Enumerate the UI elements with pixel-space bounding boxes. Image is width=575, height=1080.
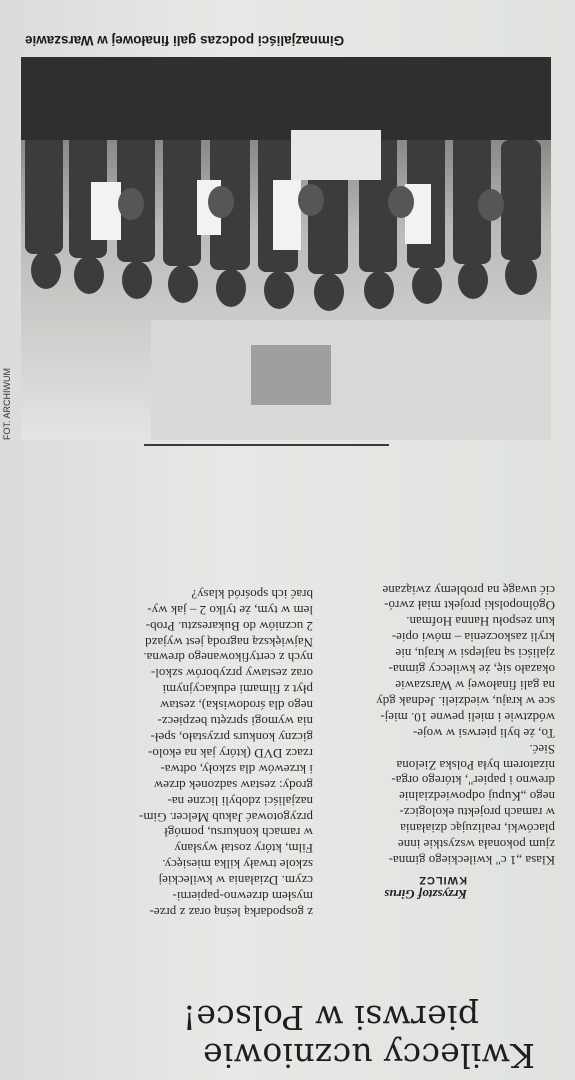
group-photo-image	[21, 57, 551, 440]
headline-line-2: pierwsi w Polsce!	[182, 998, 479, 1037]
group-photo	[21, 57, 551, 440]
headline-line-1: Kwileccy uczniowie	[202, 1036, 535, 1075]
photo-caption: Gimnazjaliści podczas gali finałowej w Warszawie	[25, 33, 345, 48]
headline	[35, 998, 535, 1074]
dateline-location: KWILCZ	[418, 874, 467, 886]
article-column-2: z gospodarką leśną oraz z prze- mysłem drzewno-papierni- czym. Działania w kwileckiej szkole trwały kilka miesięcy. Film, który został wysłany w ramach konkursu, pomógł przygotować Jakub Melcer. Gim- nazjaliści zdobyli liczne na- grody: zestaw sadzonek drzew i krzewów dla szkoły, odtwa- rzacz DVD (który jak na ekolo- giczny konkurs przystało, speł- nia wymogi sprzętu bezpiecz- nego dla środowiska), zestaw płyt z filmami edukacyjnymi oraz zestawy przyborów szkol- nych z certyfikowanego drewna. Największą nagrodą jest wyjazd 2 uczniów do Bukaresztu. Prob- lem w tym, że tylko 2 – jak wy- brać ich spośród klasy?	[138, 586, 313, 920]
author-name: Krzysztof Girus	[384, 887, 467, 902]
divider-line	[144, 444, 389, 446]
photo-credit: FOT. ARCHIWUM	[2, 368, 12, 440]
article-column-1: Klasa „1 c" kwileckiego gimna- zjum pokonała wszystkie inne placówki, realizując działania w ramach projektu ekologicz- nego „Kupuj odpowiedzialnie drewno i papier", którego orga- nizatorem była Polska Zielona Sieć. To, że byli pierwsi w woje- wództwie i mieli pewne 10. miej- sce w kraju, wiedzieli. Jednak gdy na gali finałowej w Warszawie okazało się, że kwileccy gimna- zjaliści są najlepsi w kraju, nie kryli zaskoczenia – mówi opie- kun zespołu Hanna Hofman. Ogólnopolski projekt miał zwró- cić uwagę na problemy związane	[376, 582, 555, 868]
